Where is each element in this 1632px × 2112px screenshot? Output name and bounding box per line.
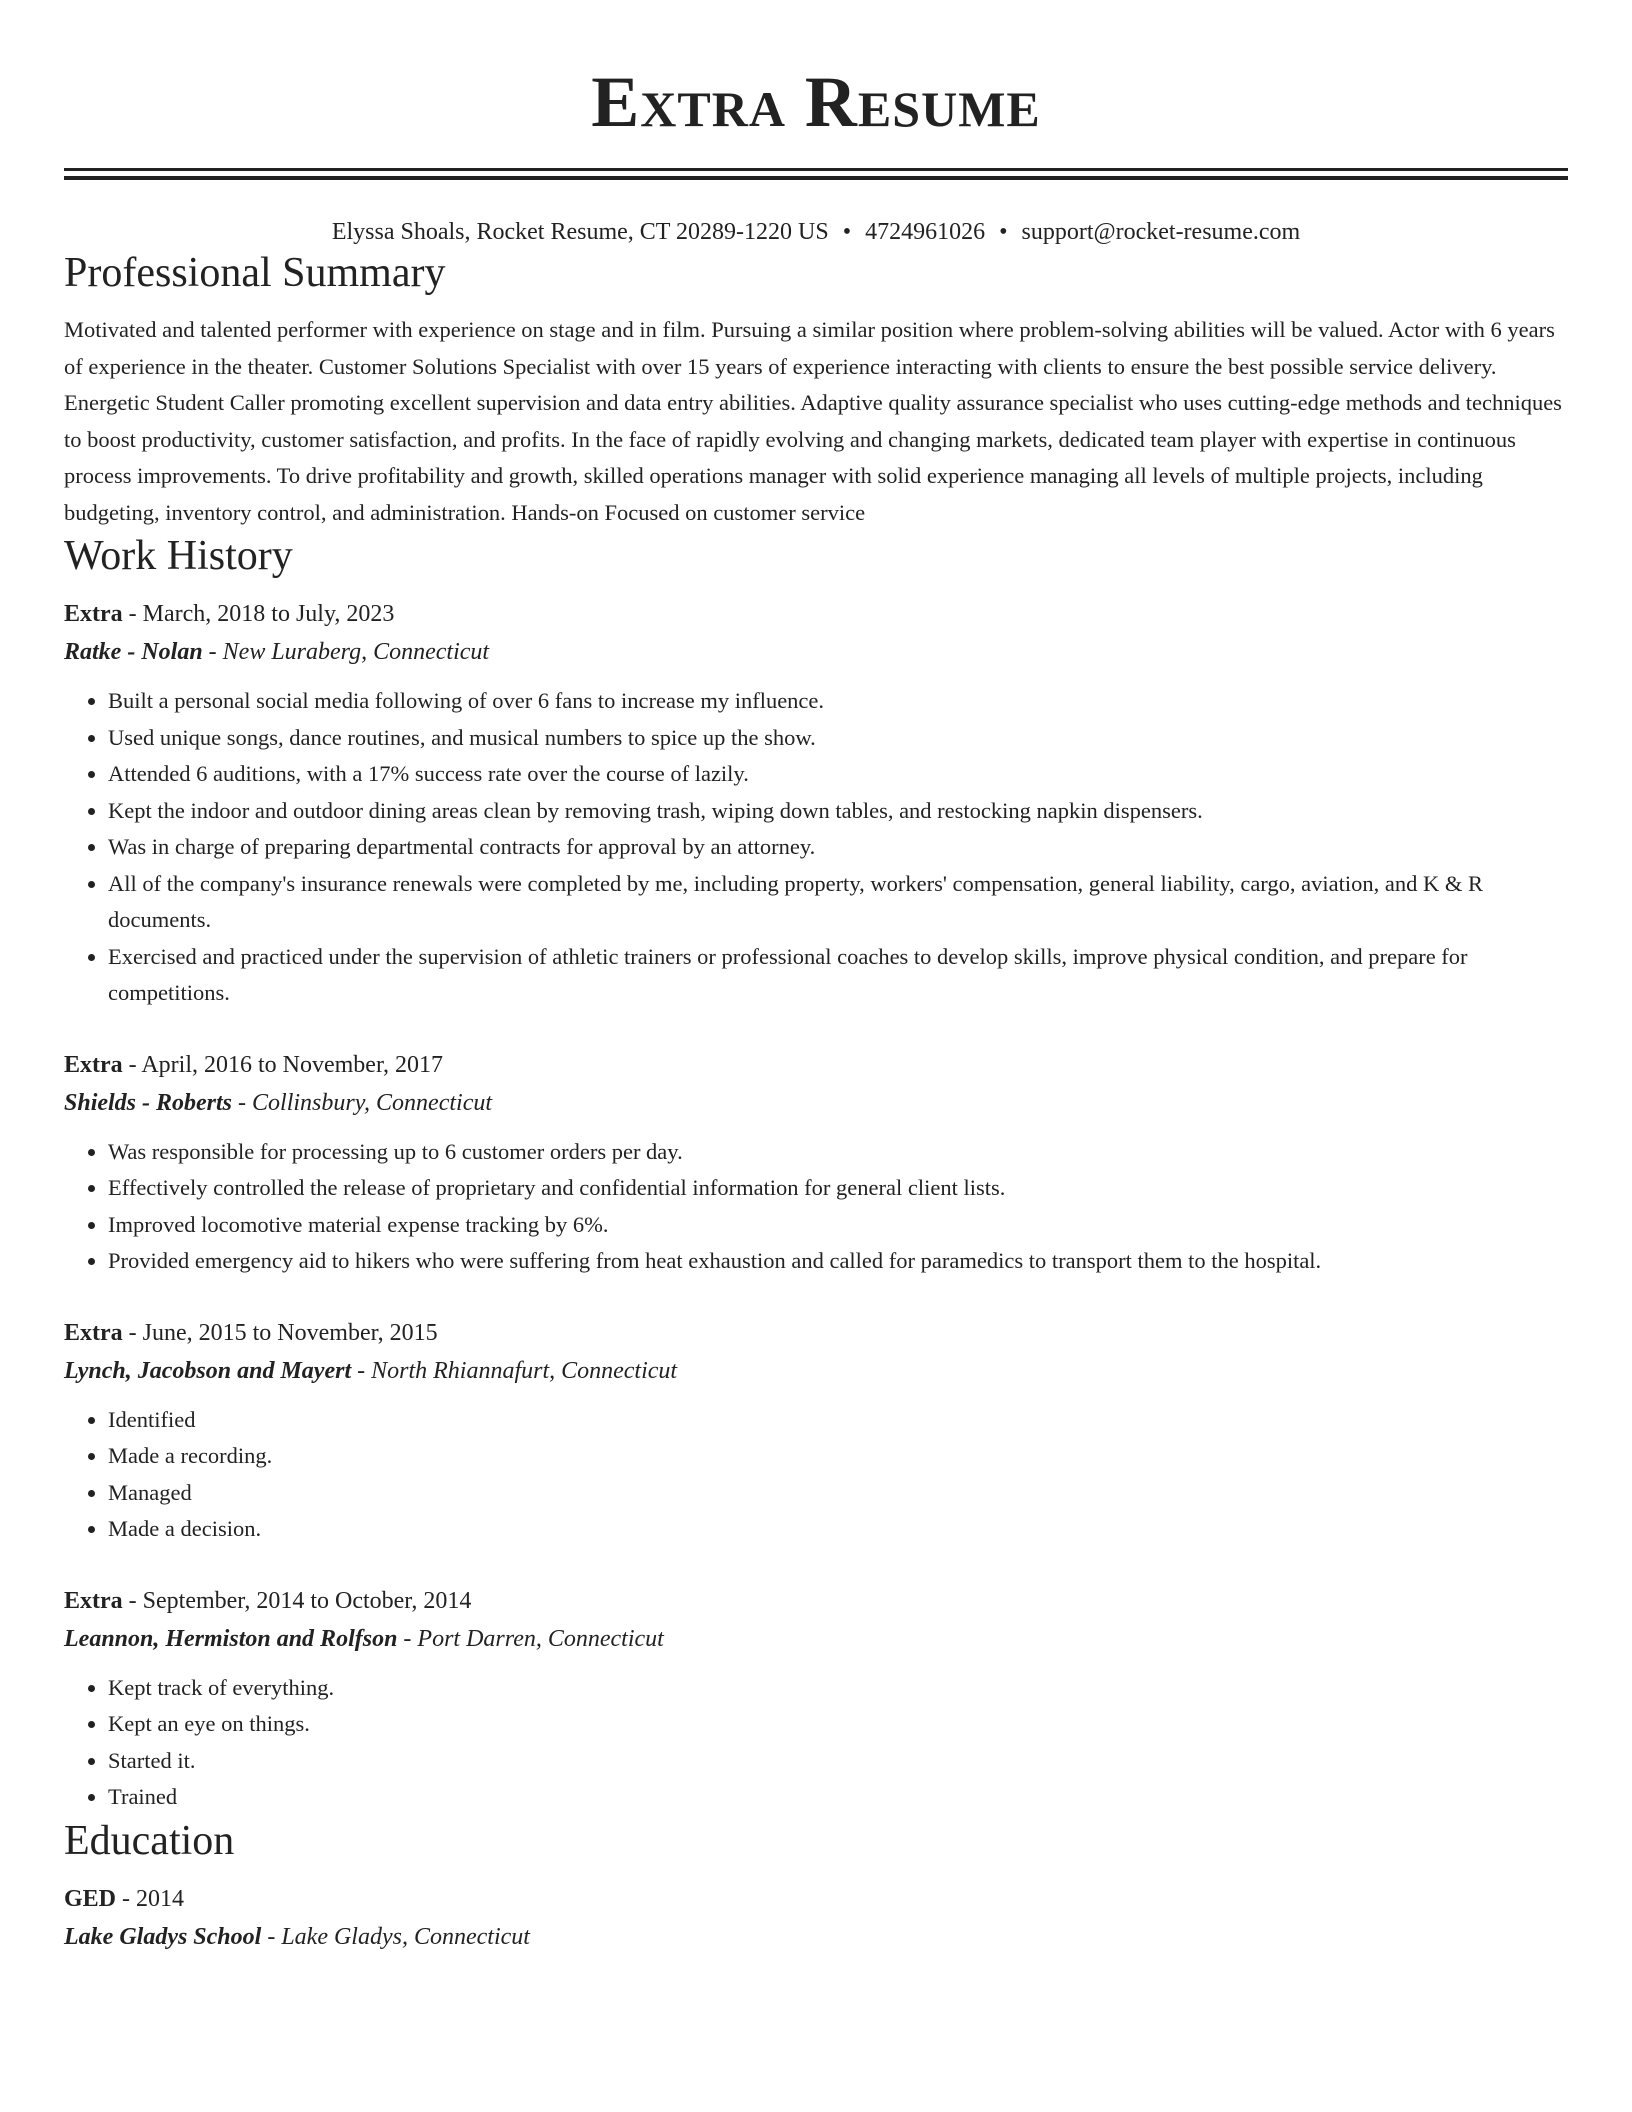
job-location: - North Rhiannafurt, Connecticut (351, 1357, 678, 1384)
job-bullet: • Kept an eye on things. (108, 1706, 1568, 1743)
school-line (64, 1918, 1568, 1956)
job-bullet: • Identified (108, 1402, 1568, 1439)
education-heading: Education (64, 1817, 235, 1864)
job-title: Extra (64, 1319, 123, 1346)
job-bullet: • Used unique songs, dance routines, and musical numbers to spice up the show. (108, 720, 1568, 757)
job-bullets (64, 1402, 1568, 1548)
job-bullet: • Exercised and practiced under the supervision of athletic trainers or professional coaches to develop skills, improve physical condition, and prepare for competitions. (108, 939, 1568, 1012)
job-company: Shields - Roberts (64, 1089, 233, 1116)
summary-text: Motivated and talented performer with experience on stage and in film. Pursuing a similar position where problem-solving abilities will be valued. Actor with 6 years of experience in the theater. Customer Solutions Specialist with over 15 years of experience interacting with clients to ensure the best possible service delivery. Energetic Student Caller promoting excellent supervision and data entry abilities. Adaptive quality assurance specialist who uses cutting-edge methods and techniques to boost productivity, customer satisfaction, and profits. In the face of rapidly evolving and changing markets, dedicated team player with expertise in continuous process improvements. To drive profitability and growth, skilled operations manager with solid experience managing all levels of multiple projects, including budgeting, inventory control, and administration. Hands-on Focused on customer service (64, 317, 1562, 525)
job-bullet: • Kept the indoor and outdoor dining areas clean by removing trash, wiping down tables, and restocking napkin dispensers. (108, 793, 1568, 830)
job-title: Extra (64, 601, 123, 627)
degree-line (64, 1880, 1568, 1918)
job-title-line (64, 595, 1568, 633)
job-bullet: • Improved locomotive material expense tracking by 6%. (108, 1207, 1568, 1244)
job-location: - Collinsbury, Connecticut (232, 1089, 493, 1116)
job-dates: - March, 2018 to July, 2023 (122, 601, 395, 627)
job-title-line (64, 1314, 1568, 1352)
school-location: - Lake Gladys, Connecticut (261, 1923, 530, 1950)
job-location: - Port Darren, Connecticut (397, 1625, 664, 1652)
job-entry (64, 1582, 1568, 1816)
job-bullet: • Made a decision. (108, 1511, 1568, 1548)
job-bullet: • Effectively controlled the release of proprietary and confidential information for general client lists. (108, 1170, 1568, 1207)
job-title: Extra (64, 1587, 123, 1614)
job-bullet: • All of the company's insurance renewals were completed by me, including property, workers' compensation, general liability, cargo, aviation, and K & R documents. (108, 866, 1568, 939)
job-dates: - April, 2016 to November, 2017 (122, 1051, 443, 1078)
job-company-line (64, 633, 1568, 671)
education-entry (64, 1880, 1568, 1956)
degree-year: - 2014 (116, 1885, 185, 1912)
degree: GED (64, 1885, 117, 1912)
job-bullets (64, 1670, 1568, 1816)
job-title: Extra (64, 1051, 123, 1078)
job-bullet: • Trained (108, 1779, 1568, 1816)
resume-title: Extra Resume (591, 62, 1041, 142)
job-company: Lynch, Jacobson and Mayert (64, 1357, 352, 1384)
job-entry (64, 595, 1568, 1012)
contact-separator: • (842, 219, 852, 245)
work-history-heading: Work History (64, 533, 293, 579)
job-bullet: • Managed (108, 1475, 1568, 1512)
job-bullet: • Provided emergency aid to hikers who were suffering from heat exhaustion and called for paramedics to transport them to the hospital. (108, 1243, 1568, 1280)
job-company-line (64, 1352, 1568, 1390)
job-bullet: • Was responsible for processing up to 6 customer orders per day. (108, 1134, 1568, 1171)
job-bullet: • Was in charge of preparing departmental contracts for approval by an attorney. (108, 829, 1568, 866)
job-company-line (64, 1084, 1568, 1122)
job-title-line (64, 1582, 1568, 1620)
summary-heading: Professional Summary (64, 250, 446, 296)
job-dates: - September, 2014 to October, 2014 (122, 1587, 472, 1614)
job-company: Leannon, Hermiston and Rolfson (64, 1625, 398, 1652)
contact-separator: • (999, 219, 1008, 245)
contact-phone: 4724961026 (865, 219, 986, 245)
job-bullet: • Made a recording. (108, 1438, 1568, 1475)
job-company-line (64, 1620, 1568, 1658)
job-bullet: • Started it. (108, 1743, 1568, 1780)
job-entry (64, 1314, 1568, 1548)
school-name: Lake Gladys School (64, 1923, 262, 1950)
job-title-line (64, 1046, 1568, 1084)
job-bullet: • Attended 6 auditions, with a 17% success rate over the course of lazily. (108, 756, 1568, 793)
job-entry (64, 1046, 1568, 1280)
work-history-list (64, 595, 1568, 1816)
job-bullet: • Built a personal social media following of over 6 fans to increase my influence. (108, 683, 1568, 720)
job-company: Ratke - Nolan (64, 639, 203, 665)
job-bullets (64, 1134, 1568, 1280)
contact-email: support@rocket-resume.com (1021, 219, 1301, 245)
job-dates: - June, 2015 to November, 2015 (122, 1319, 438, 1346)
job-location: - New Luraberg, Connecticut (202, 639, 490, 665)
title-divider (64, 168, 1568, 180)
job-bullets (64, 683, 1568, 1012)
contact-address: Elyssa Shoals, Rocket Resume, CT 20289-1220 US (331, 219, 829, 245)
job-bullet: • Kept track of everything. (108, 1670, 1568, 1707)
contact-line (64, 216, 1568, 248)
